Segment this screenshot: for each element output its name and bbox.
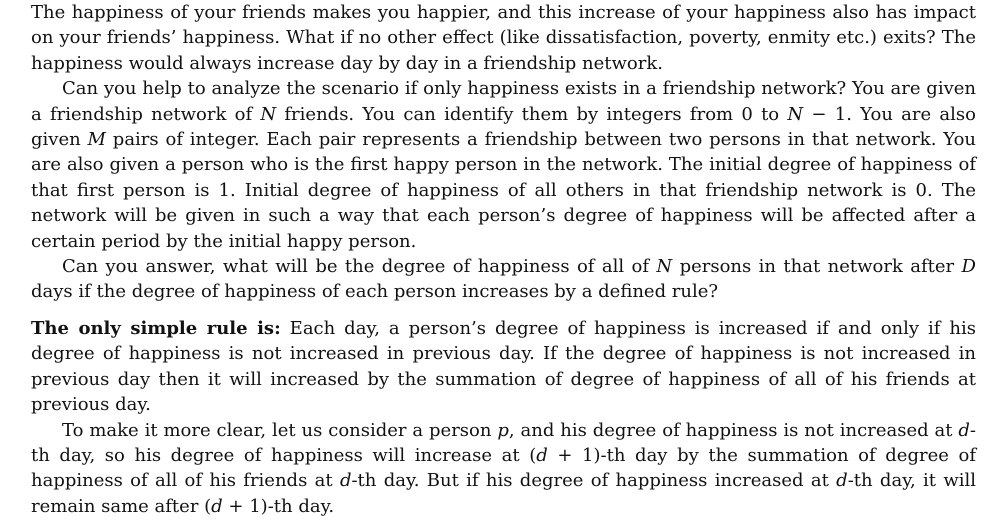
math-var-n: N [787, 103, 804, 125]
math-var-d: d [339, 470, 352, 492]
math-var-m: M [87, 129, 106, 151]
text-span: days if the degree of happiness of each person increases by a defined rule? [31, 281, 719, 303]
text-span: , and his degree of happiness is not increased at [508, 419, 959, 441]
example-paragraph [31, 418, 976, 520]
text-span: Can you answer, what will be the degree of happiness of all of [62, 256, 657, 278]
question-paragraph [31, 254, 976, 305]
rule-heading: The only simple rule is: [31, 317, 281, 339]
text-span: − 1. You are also given [31, 103, 976, 151]
math-var-d: d [836, 470, 848, 492]
text-span: persons in that network after [672, 256, 962, 278]
rule-paragraph [31, 316, 976, 418]
text-span: -th day, it will remain same after ( [31, 470, 977, 517]
text-span: pairs of integer. Each pair represents a friendship between two persons in that network. You are also given a person who is the first happy person in the network. The initial degree of happiness of that first person is 1. Initial degree of happiness of all others in that friendship network is 0. The network will be given in such a way that each person’s degree of happiness will be affected after a certain period by the initial happy person. [31, 129, 977, 252]
text-span: + 1)-th day. [222, 495, 335, 517]
intro-paragraph: The happiness of your friends makes you happier, and this increase of your happiness also has impact on your friends’ happiness. What if no other effect (like dissatisfaction, poverty, enmity etc.) exits? The happiness would always increase day by day in a friendship network. [31, 2, 976, 74]
text-span: -th day, so his degree of happiness will increase at ( [31, 419, 976, 466]
math-var-n: N [260, 103, 277, 125]
math-var-n: N [656, 256, 673, 278]
problem-statement [31, 0, 976, 519]
text-span: friends. You can identify them by integers from 0 to [276, 103, 788, 125]
network-description-paragraph [31, 76, 976, 254]
math-var-p: p [497, 419, 509, 441]
text-span: Each day, a person’s degree of happiness is increased if and only if his degree of happiness is not increased in previous day. If the degree of happiness is not increased in previous day then it will increased by the summation of degree of happiness of all of his friends at previous day. [31, 317, 976, 416]
text-span: To make it more clear, let us consider a person [62, 419, 498, 441]
math-var-d: d [958, 419, 970, 441]
text-span: + 1)-th day by the summation of degree of happiness of all of his friends at [31, 444, 976, 492]
text-span: Can you help to analyze the scenario if only happiness exists in a friendship network? You are given a friendship network of [31, 78, 976, 125]
math-var-d: d [536, 444, 548, 466]
math-var-d: d [211, 495, 223, 517]
text-span: -th day. But if his degree of happiness increased at [351, 470, 837, 492]
math-var-d: D [961, 256, 976, 278]
